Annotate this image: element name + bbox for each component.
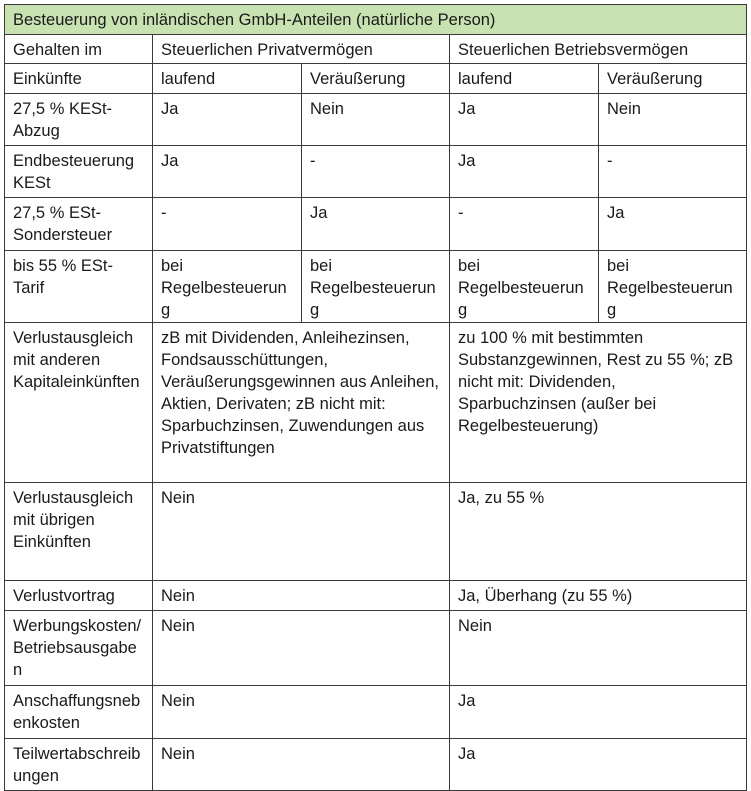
header-betriebsvermoegen: Steuerlichen Betriebsvermögen (450, 35, 747, 64)
header-row-income (5, 64, 747, 94)
table-cell: Ja, zu 55 % (450, 483, 747, 581)
row-label: Werbungskosten/Betriebsausgaben (5, 611, 153, 686)
row-label: 27,5 % ESt-Sondersteuer (5, 198, 153, 251)
table-cell: Ja (450, 146, 599, 198)
header-row-holding (5, 35, 747, 64)
header-einkuenfte: Einkünfte (5, 64, 153, 94)
table-row (5, 739, 747, 791)
row-label: Verlustvortrag (5, 581, 153, 611)
table-cell: Ja (450, 739, 747, 791)
row-label: Anschaffungsnebenkosten (5, 686, 153, 739)
header-privatvermoegen: Steuerlichen Privatvermögen (153, 35, 450, 64)
table-row (5, 198, 747, 251)
table-cell: Ja (450, 686, 747, 739)
header-business-veraeusserung: Veräußerung (599, 64, 747, 94)
table-cell: Ja (153, 146, 302, 198)
row-label: Endbesteuerung KESt (5, 146, 153, 198)
row-label: Verlustausgleich mit übrigen Einkünften (5, 483, 153, 581)
table-row (5, 251, 747, 323)
table-cell: bei Regelbesteuerung (450, 251, 599, 323)
table-cell: Ja (599, 198, 747, 251)
table-cell: Nein (599, 94, 747, 146)
header-private-veraeusserung: Veräußerung (302, 64, 450, 94)
table-cell: zB mit Dividenden, Anleihezinsen, Fondsausschüttungen, Veräußerungsgewinnen aus Anleihen, Aktien, Derivaten; zB nicht mit: Sparbuchzinsen, Zuwendungen aus Privatstiftungen (153, 323, 450, 483)
header-gehalten-im: Gehalten im (5, 35, 153, 64)
table-cell: Nein (153, 581, 450, 611)
table-cell: bei Regelbesteuerung (153, 251, 302, 323)
row-label: Teilwertabschreibungen (5, 739, 153, 791)
table-cell: Nein (153, 611, 450, 686)
header-private-laufend: laufend (153, 64, 302, 94)
table-row (5, 686, 747, 739)
table-row (5, 94, 747, 146)
table-row (5, 611, 747, 686)
table-title: Besteuerung von inländischen GmbH-Anteilen (natürliche Person) (5, 5, 747, 35)
table-cell: Ja (153, 94, 302, 146)
row-label: Verlustausgleich mit anderen Kapitaleinkünften (5, 323, 153, 483)
table-cell: bei Regelbesteuerung (599, 251, 747, 323)
table-cell: Nein (153, 483, 450, 581)
table-cell: - (302, 146, 450, 198)
row-label: bis 55 % ESt-Tarif (5, 251, 153, 323)
table-cell: Nein (302, 94, 450, 146)
table-row (5, 323, 747, 483)
table-cell: Nein (153, 686, 450, 739)
table-cell: zu 100 % mit bestimmten Substanzgewinnen, Rest zu 55 %; zB nicht mit: Dividenden, Sparbuchzinsen (außer bei Regelbesteuerung) (450, 323, 747, 483)
header-business-laufend: laufend (450, 64, 599, 94)
table-cell: - (599, 146, 747, 198)
table-cell: Ja, Überhang (zu 55 %) (450, 581, 747, 611)
table-cell: Ja (450, 94, 599, 146)
table-cell: - (153, 198, 302, 251)
table-cell: Nein (450, 611, 747, 686)
table-cell: bei Regelbesteuerung (302, 251, 450, 323)
table-row (5, 146, 747, 198)
table-row (5, 581, 747, 611)
taxation-table (4, 4, 747, 791)
title-row (5, 5, 747, 35)
table-cell: Nein (153, 739, 450, 791)
table-cell: - (450, 198, 599, 251)
row-label: 27,5 % KESt-Abzug (5, 94, 153, 146)
table-row (5, 483, 747, 581)
table-cell: Ja (302, 198, 450, 251)
